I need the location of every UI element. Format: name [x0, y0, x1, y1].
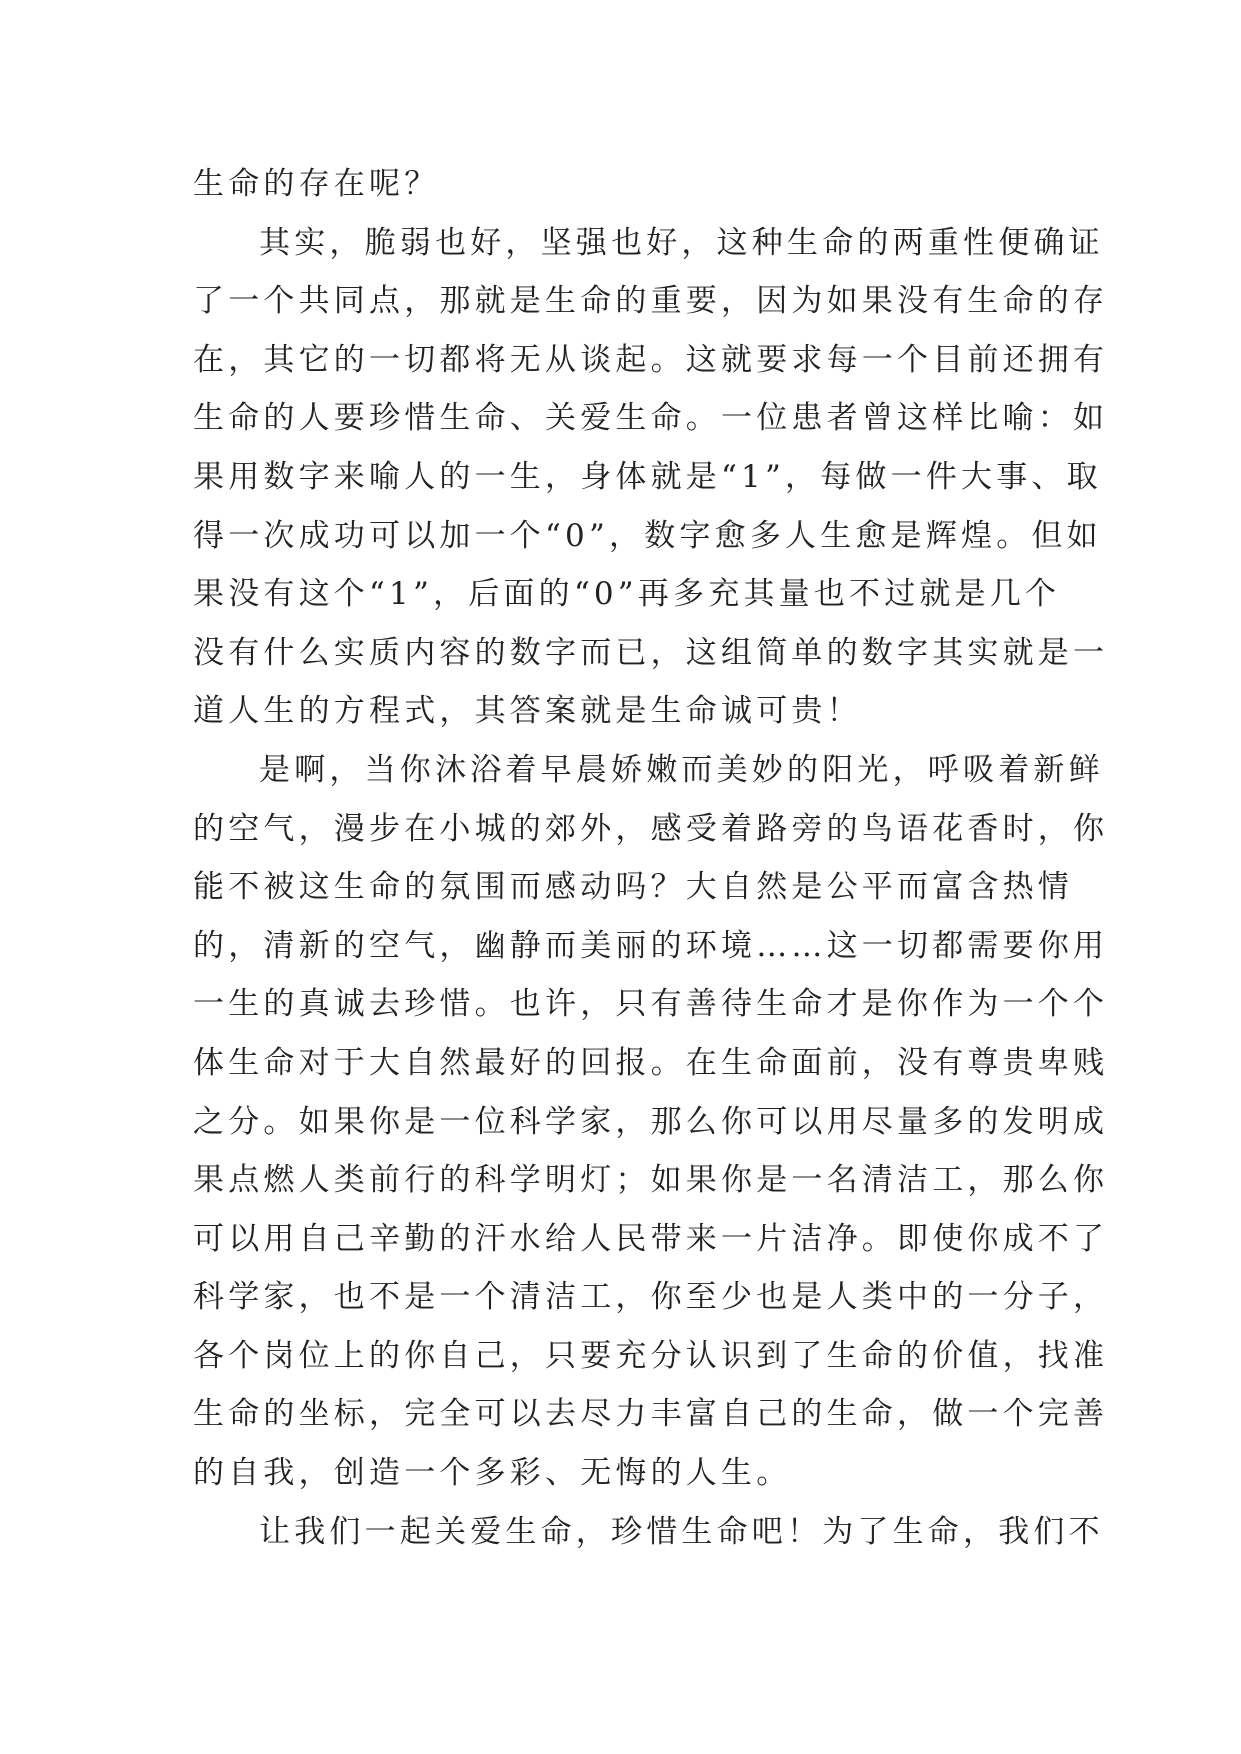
text-line: 果没有这个“1”，后面的“0”再多充其量也不过就是几个 [193, 576, 1061, 613]
text-line: 生命的存在呢？ [193, 166, 440, 202]
text-line: 得一次成功可以加一个“0”，数字愈多人生愈是辉煌。但如 [193, 517, 1102, 554]
text-line: 道人生的方程式，其答案就是生命诚可贵！ [193, 693, 862, 730]
text-line: 的，清新的空气，幽静而美丽的环境……这一切都需要你用 [193, 927, 1109, 964]
text-line: 的空气，漫步在小城的郊外，感受着路旁的鸟语花香时，你 [193, 810, 1109, 847]
text-line: 能不被这生命的氛围而感动吗？大自然是公平而富含热情 [193, 869, 1073, 906]
text-line: 生命的人要珍惜生命、关爱生命。一位患者曾这样比喻：如 [193, 400, 1109, 437]
text-line: 没有什么实质内容的数字而已，这组简单的数字其实就是一 [193, 634, 1109, 671]
text-line: 一生的真诚去珍惜。也许，只有善待生命才是你作为一个个 [193, 986, 1109, 1023]
text-line: 是啊，当你沐浴着早晨娇嫩而美妙的阳光，呼吸着新鲜 [259, 751, 1104, 788]
text-line: 了一个共同点，那就是生命的重要，因为如果没有生命的存 [193, 283, 1109, 320]
text-line: 果点燃人类前行的科学明灯；如果你是一名清洁工，那么你 [193, 1162, 1109, 1199]
text-line: 科学家，也不是一个清洁工，你至少也是人类中的一分子， [193, 1279, 1109, 1316]
text-line: 生命的坐标，完全可以去尽力丰富自己的生命，做一个完善 [193, 1396, 1109, 1433]
text-line: 果用数字来喻人的一生，身体就是“1”，每做一件大事、取 [193, 458, 1102, 495]
text-line: 的自我，创造一个多彩、无悔的人生。 [193, 1455, 792, 1492]
text-line: 之分。如果你是一位科学家，那么你可以用尽量多的发明成 [193, 1103, 1109, 1140]
text-line: 各个岗位上的你自己，只要充分认识到了生命的价值，找准 [193, 1337, 1109, 1374]
text-line: 让我们一起关爱生命，珍惜生命吧！为了生命，我们不 [259, 1513, 1104, 1550]
text-line: 在，其它的一切都将无从谈起。这就要求每一个目前还拥有 [193, 341, 1109, 378]
text-line: 体生命对于大自然最好的回报。在生命面前，没有尊贵卑贱 [193, 1044, 1109, 1081]
document-body [193, 155, 1109, 1561]
text-line: 其实，脆弱也好，坚强也好，这种生命的两重性便确证 [259, 224, 1104, 261]
text-line: 可以用自己辛勤的汗水给人民带来一片洁净。即使你成不了 [193, 1220, 1109, 1257]
